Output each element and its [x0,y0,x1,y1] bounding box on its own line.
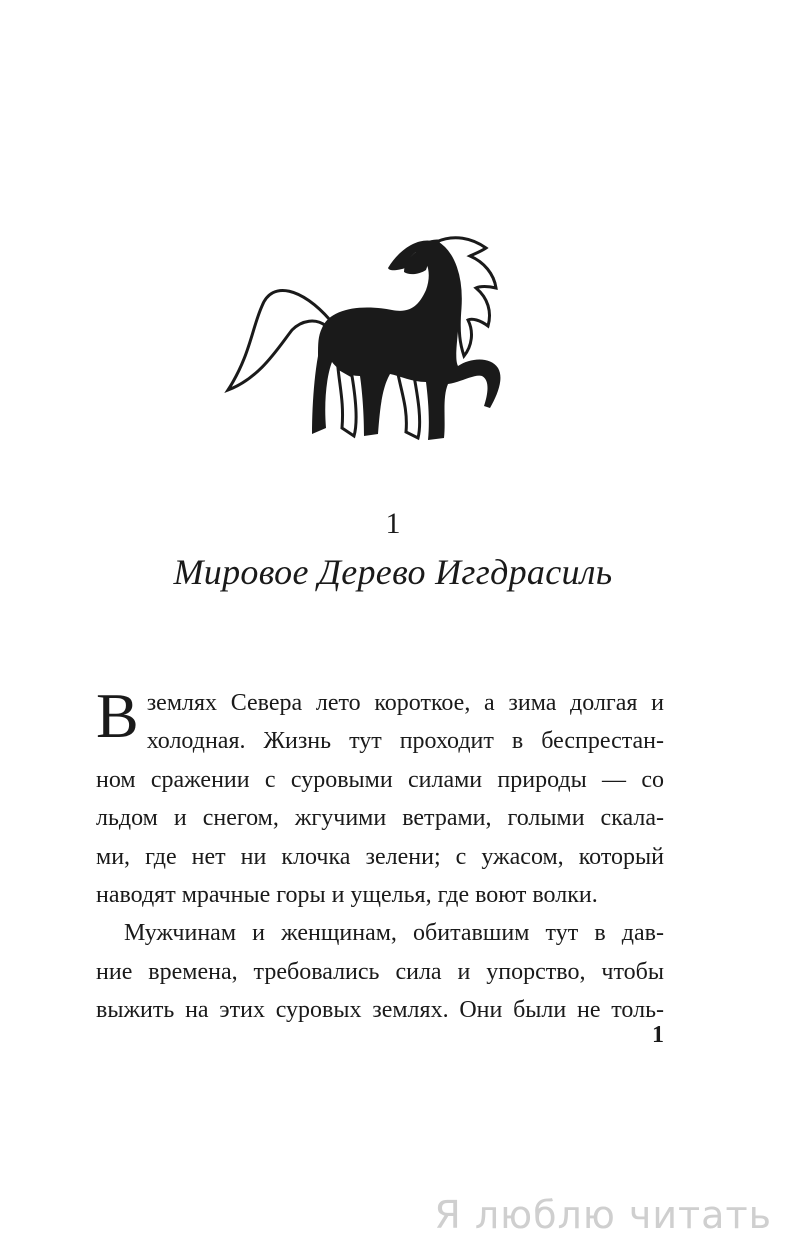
paragraph-1 [96,680,664,914]
text-line: наводят мрачные горы и ущелья, где воют волки. [96,882,598,909]
drop-cap: В [96,680,139,751]
text-line: выжить на этих суровых землях. Они были не толь- [96,997,664,1024]
text-line: Мужчинам и женщинам, обитавшим тут в дав- [124,920,664,947]
chapter-title: Мировое Дерево Иггдрасиль [173,552,613,592]
text-line: ние времена, требовались сила и упорство, чтобы [96,958,664,985]
text-line: ми, где нет ни клочка зелени; с ужасом, который [96,843,664,870]
text-line: льдом и снегом, жгучими ветрами, голыми скала- [96,805,664,832]
text-line: холодная. Жизнь тут проходит в беспрестан- [146,728,664,755]
watermark: Я люблю читать [434,1193,772,1237]
body-text [96,680,664,1030]
horse-illustration [222,228,524,444]
paragraph-2 [96,914,664,1029]
chapter-number: 1 [385,507,401,540]
page-number: 1 [652,1022,664,1048]
text-line: землях Севера лето короткое, а зима долгая и [146,690,664,716]
horse-icon [228,238,500,440]
text-line: ном сражении с суровыми силами природы — со [96,766,664,793]
